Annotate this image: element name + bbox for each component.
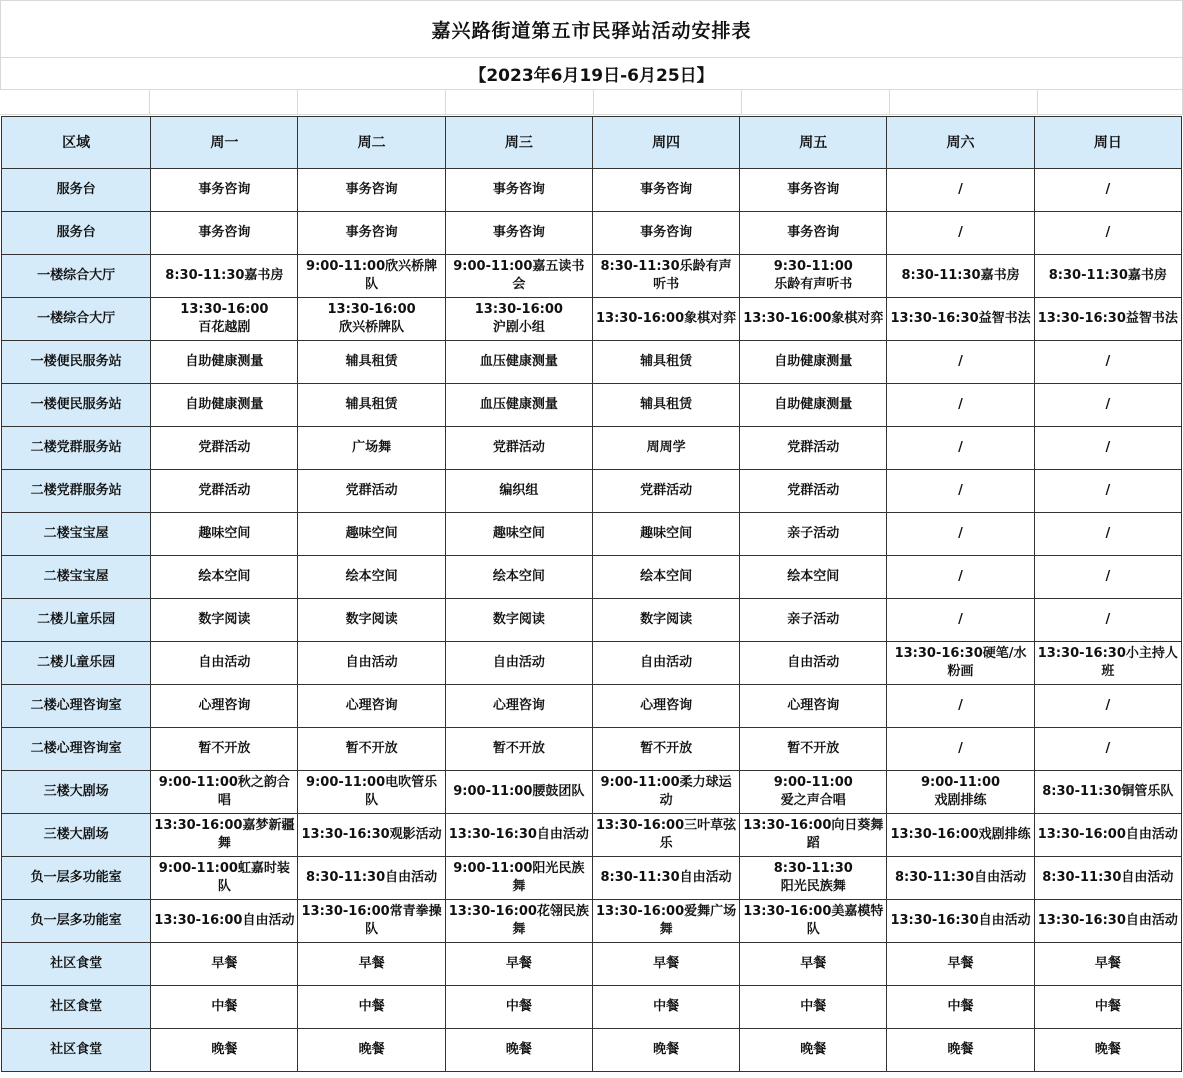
schedule-cell[interactable]: /: [887, 427, 1034, 470]
schedule-cell[interactable]: 13:30-16:00 欣兴桥牌队: [298, 298, 445, 341]
table-row: [2, 857, 1182, 900]
schedule-cell[interactable]: 暂不开放: [740, 728, 887, 771]
schedule-cell[interactable]: 事务咨询: [445, 169, 592, 212]
table-row: [2, 943, 1182, 986]
schedule-cell[interactable]: 早餐: [887, 943, 1034, 986]
schedule-cell[interactable]: 数字阅读: [592, 599, 739, 642]
area-cell[interactable]: 三楼大剧场: [2, 814, 151, 857]
schedule-cell[interactable]: /: [1034, 427, 1181, 470]
schedule-cell[interactable]: 暂不开放: [298, 728, 445, 771]
schedule-cell[interactable]: 绘本空间: [298, 556, 445, 599]
header-cell-day[interactable]: 周六: [887, 117, 1034, 169]
schedule-cell[interactable]: /: [887, 384, 1034, 427]
area-cell[interactable]: 二楼宝宝屋: [2, 556, 151, 599]
schedule-cell[interactable]: 党群活动: [740, 427, 887, 470]
schedule-cell[interactable]: 13:30-16:30益智书法: [887, 298, 1034, 341]
schedule-cell[interactable]: 13:30-16:00象棋对弈: [740, 298, 887, 341]
schedule-cell[interactable]: 8:30-11:30自由活动: [887, 857, 1034, 900]
area-cell[interactable]: 二楼儿童乐园: [2, 642, 151, 685]
empty-cell[interactable]: [298, 89, 446, 115]
area-cell[interactable]: 二楼党群服务站: [2, 427, 151, 470]
schedule-cell[interactable]: 自助健康测量: [740, 384, 887, 427]
empty-cell[interactable]: [890, 89, 1038, 115]
schedule-cell[interactable]: /: [1034, 685, 1181, 728]
empty-cell[interactable]: [742, 89, 890, 115]
schedule-cell[interactable]: 绘本空间: [740, 556, 887, 599]
schedule-cell[interactable]: 13:30-16:00戏剧排练: [887, 814, 1034, 857]
area-cell[interactable]: 负一层多功能室: [2, 900, 151, 943]
schedule-cell[interactable]: 党群活动: [445, 427, 592, 470]
schedule-cell[interactable]: 8:30-11:30嘉书房: [887, 255, 1034, 298]
schedule-cell[interactable]: 早餐: [151, 943, 298, 986]
schedule-cell[interactable]: 8:30-11:30自由活动: [1034, 857, 1181, 900]
schedule-cell[interactable]: /: [887, 599, 1034, 642]
schedule-cell[interactable]: 党群活动: [592, 470, 739, 513]
schedule-cell[interactable]: /: [887, 513, 1034, 556]
schedule-cell[interactable]: 9:00-11:00欣兴桥牌队: [298, 255, 445, 298]
schedule-cell[interactable]: 暂不开放: [592, 728, 739, 771]
schedule-cell[interactable]: 13:30-16:00花翎民族舞: [445, 900, 592, 943]
schedule-cell[interactable]: 亲子活动: [740, 599, 887, 642]
schedule-cell[interactable]: 党群活动: [151, 470, 298, 513]
schedule-cell[interactable]: 中餐: [887, 986, 1034, 1029]
header-cell-day[interactable]: 周二: [298, 117, 445, 169]
schedule-cell[interactable]: 9:00-11:00 爱之声合唱: [740, 771, 887, 814]
empty-cell[interactable]: [446, 89, 594, 115]
schedule-cell[interactable]: 8:30-11:30自由活动: [298, 857, 445, 900]
schedule-cell[interactable]: 晚餐: [1034, 1029, 1181, 1072]
area-cell[interactable]: 一楼便民服务站: [2, 384, 151, 427]
schedule-cell[interactable]: 13:30-16:00向日葵舞蹈: [740, 814, 887, 857]
area-cell[interactable]: 三楼大剧场: [2, 771, 151, 814]
schedule-table: [1, 116, 1182, 1072]
table-row: [2, 986, 1182, 1029]
header-cell-day[interactable]: 周日: [1034, 117, 1181, 169]
schedule-cell[interactable]: 9:00-11:00虹嘉时装队: [151, 857, 298, 900]
schedule-cell[interactable]: 13:30-16:00象棋对弈: [592, 298, 739, 341]
table-row: [2, 212, 1182, 255]
schedule-cell[interactable]: 绘本空间: [445, 556, 592, 599]
table-row: [2, 599, 1182, 642]
schedule-cell[interactable]: 中餐: [592, 986, 739, 1029]
schedule-cell[interactable]: /: [1034, 556, 1181, 599]
schedule-cell[interactable]: 事务咨询: [445, 212, 592, 255]
schedule-cell[interactable]: 13:30-16:00常青拳操队: [298, 900, 445, 943]
schedule-cell[interactable]: 事务咨询: [740, 169, 887, 212]
schedule-cell[interactable]: 自由活动: [740, 642, 887, 685]
schedule-cell[interactable]: 晚餐: [887, 1029, 1034, 1072]
schedule-cell[interactable]: 9:00-11:00电吹管乐队: [298, 771, 445, 814]
schedule-cell[interactable]: 13:30-16:00自由活动: [151, 900, 298, 943]
area-cell[interactable]: 二楼心理咨询室: [2, 728, 151, 771]
schedule-cell[interactable]: /: [887, 341, 1034, 384]
schedule-cell[interactable]: 晚餐: [740, 1029, 887, 1072]
schedule-cell[interactable]: 趣味空间: [298, 513, 445, 556]
table-row: [2, 513, 1182, 556]
schedule-cell[interactable]: 血压健康测量: [445, 341, 592, 384]
schedule-cell[interactable]: 事务咨询: [151, 169, 298, 212]
schedule-cell[interactable]: /: [887, 212, 1034, 255]
schedule-cell[interactable]: 心理咨询: [740, 685, 887, 728]
schedule-cell[interactable]: 8:30-11:30嘉书房: [151, 255, 298, 298]
schedule-cell[interactable]: 13:30-16:00三叶草弦乐: [592, 814, 739, 857]
area-cell[interactable]: 一楼便民服务站: [2, 341, 151, 384]
schedule-cell[interactable]: 13:30-16:30硬笔/水粉画: [887, 642, 1034, 685]
schedule-cell[interactable]: 数字阅读: [445, 599, 592, 642]
schedule-cell[interactable]: /: [887, 685, 1034, 728]
area-cell[interactable]: 二楼党群服务站: [2, 470, 151, 513]
schedule-cell[interactable]: 自由活动: [592, 642, 739, 685]
table-row: [2, 341, 1182, 384]
header-cell-area[interactable]: 区域: [2, 117, 151, 169]
schedule-cell[interactable]: 13:30-16:00 百花越剧: [151, 298, 298, 341]
schedule-cell[interactable]: 事务咨询: [298, 169, 445, 212]
schedule-cell[interactable]: 自助健康测量: [740, 341, 887, 384]
schedule-cell[interactable]: 暂不开放: [151, 728, 298, 771]
schedule-cell[interactable]: 13:30-16:30自由活动: [887, 900, 1034, 943]
schedule-cell[interactable]: 数字阅读: [151, 599, 298, 642]
schedule-cell[interactable]: 8:30-11:30 阳光民族舞: [740, 857, 887, 900]
schedule-cell[interactable]: /: [1034, 513, 1181, 556]
schedule-cell[interactable]: 早餐: [740, 943, 887, 986]
schedule-cell[interactable]: 8:30-11:30嘉书房: [1034, 255, 1181, 298]
area-cell[interactable]: 社区食堂: [2, 943, 151, 986]
area-cell[interactable]: 二楼儿童乐园: [2, 599, 151, 642]
header-row: [2, 117, 1182, 169]
schedule-cell[interactable]: 事务咨询: [740, 212, 887, 255]
empty-cell[interactable]: [150, 89, 298, 115]
schedule-cell[interactable]: 辅具租赁: [298, 341, 445, 384]
schedule-cell[interactable]: 广场舞: [298, 427, 445, 470]
table-row: [2, 556, 1182, 599]
schedule-cell[interactable]: /: [1034, 728, 1181, 771]
schedule-cell[interactable]: 暂不开放: [445, 728, 592, 771]
schedule-cell[interactable]: 辅具租赁: [592, 384, 739, 427]
schedule-cell[interactable]: 早餐: [298, 943, 445, 986]
schedule-cell[interactable]: 13:30-16:30益智书法: [1034, 298, 1181, 341]
table-row: [2, 255, 1182, 298]
schedule-cell[interactable]: 13:30-16:30自由活动: [445, 814, 592, 857]
schedule-cell[interactable]: 早餐: [445, 943, 592, 986]
schedule-cell[interactable]: 中餐: [298, 986, 445, 1029]
schedule-cell[interactable]: 8:30-11:30自由活动: [592, 857, 739, 900]
schedule-cell[interactable]: 13:30-16:00美嘉模特队: [740, 900, 887, 943]
schedule-cell[interactable]: /: [887, 556, 1034, 599]
table-row: [2, 771, 1182, 814]
schedule-cell[interactable]: /: [1034, 212, 1181, 255]
sheet-title: 嘉兴路街道第五市民驿站活动安排表: [0, 0, 1183, 58]
schedule-cell[interactable]: 事务咨询: [592, 212, 739, 255]
schedule-cell[interactable]: 心理咨询: [592, 685, 739, 728]
schedule-cell[interactable]: 13:30-16:30自由活动: [1034, 900, 1181, 943]
empty-cell[interactable]: [1038, 89, 1183, 115]
area-cell[interactable]: 社区食堂: [2, 986, 151, 1029]
empty-row: [0, 89, 1183, 115]
schedule-cell[interactable]: 9:00-11:00阳光民族舞: [445, 857, 592, 900]
schedule-cell[interactable]: /: [1034, 341, 1181, 384]
schedule-cell[interactable]: 13:30-16:00自由活动: [1034, 814, 1181, 857]
schedule-cell[interactable]: 13:30-16:00爱舞广场舞: [592, 900, 739, 943]
schedule-cell[interactable]: 事务咨询: [151, 212, 298, 255]
schedule-cell[interactable]: 绘本空间: [151, 556, 298, 599]
schedule-cell[interactable]: 13:30-16:00 沪剧小组: [445, 298, 592, 341]
schedule-cell[interactable]: 晚餐: [592, 1029, 739, 1072]
table-row: [2, 470, 1182, 513]
area-cell[interactable]: 二楼心理咨询室: [2, 685, 151, 728]
header-cell-day[interactable]: 周一: [151, 117, 298, 169]
area-cell[interactable]: 一楼综合大厅: [2, 298, 151, 341]
schedule-cell[interactable]: 心理咨询: [445, 685, 592, 728]
schedule-cell[interactable]: 心理咨询: [298, 685, 445, 728]
schedule-cell[interactable]: 中餐: [740, 986, 887, 1029]
schedule-cell[interactable]: 自由活动: [445, 642, 592, 685]
table-row: [2, 900, 1182, 943]
schedule-cell[interactable]: 周周学: [592, 427, 739, 470]
schedule-cell[interactable]: 中餐: [1034, 986, 1181, 1029]
table-row: [2, 384, 1182, 427]
area-cell[interactable]: 服务台: [2, 212, 151, 255]
table-row: [2, 814, 1182, 857]
table-row: [2, 427, 1182, 470]
schedule-cell[interactable]: 党群活动: [298, 470, 445, 513]
schedule-cell[interactable]: 9:30-11:00 乐龄有声听书: [740, 255, 887, 298]
schedule-cell[interactable]: 晚餐: [298, 1029, 445, 1072]
area-cell[interactable]: 二楼宝宝屋: [2, 513, 151, 556]
schedule-cell[interactable]: 8:30-11:30铜管乐队: [1034, 771, 1181, 814]
schedule-cell[interactable]: 自由活动: [298, 642, 445, 685]
schedule-cell[interactable]: /: [1034, 599, 1181, 642]
schedule-cell[interactable]: 事务咨询: [298, 212, 445, 255]
header-cell-day[interactable]: 周四: [592, 117, 739, 169]
header-cell-day[interactable]: 周三: [445, 117, 592, 169]
schedule-cell[interactable]: 党群活动: [151, 427, 298, 470]
empty-cell[interactable]: [594, 89, 742, 115]
schedule-cell[interactable]: 亲子活动: [740, 513, 887, 556]
schedule-cell[interactable]: 趣味空间: [151, 513, 298, 556]
schedule-cell[interactable]: 趣味空间: [592, 513, 739, 556]
schedule-cell[interactable]: 编织组: [445, 470, 592, 513]
schedule-cell[interactable]: 9:00-11:00嘉五读书会: [445, 255, 592, 298]
schedule-cell[interactable]: 早餐: [592, 943, 739, 986]
schedule-cell[interactable]: 中餐: [445, 986, 592, 1029]
schedule-cell[interactable]: 晚餐: [151, 1029, 298, 1072]
empty-cell[interactable]: [0, 89, 150, 115]
schedule-cell[interactable]: 13:30-16:30小主持人班: [1034, 642, 1181, 685]
schedule-cell[interactable]: 8:30-11:30乐龄有声听书: [592, 255, 739, 298]
schedule-cell[interactable]: 辅具租赁: [592, 341, 739, 384]
schedule-cell[interactable]: 心理咨询: [151, 685, 298, 728]
schedule-cell[interactable]: 血压健康测量: [445, 384, 592, 427]
schedule-cell[interactable]: 自助健康测量: [151, 384, 298, 427]
schedule-cell[interactable]: 数字阅读: [298, 599, 445, 642]
schedule-cell[interactable]: 事务咨询: [592, 169, 739, 212]
schedule-cell[interactable]: 辅具租赁: [298, 384, 445, 427]
schedule-cell[interactable]: 自由活动: [151, 642, 298, 685]
schedule-cell[interactable]: 13:30-16:00嘉梦新疆舞: [151, 814, 298, 857]
schedule-cell[interactable]: 绘本空间: [592, 556, 739, 599]
schedule-cell[interactable]: 9:00-11:00秋之韵合唱: [151, 771, 298, 814]
schedule-cell[interactable]: 党群活动: [740, 470, 887, 513]
schedule-cell[interactable]: /: [1034, 169, 1181, 212]
table-row: [2, 298, 1182, 341]
table-row: [2, 1029, 1182, 1072]
schedule-cell[interactable]: 晚餐: [445, 1029, 592, 1072]
schedule-cell[interactable]: 早餐: [1034, 943, 1181, 986]
table-row: [2, 728, 1182, 771]
date-range: 【2023年6月19日-6月25日】: [0, 57, 1183, 90]
schedule-cell[interactable]: 趣味空间: [445, 513, 592, 556]
header-cell-day[interactable]: 周五: [740, 117, 887, 169]
table-row: [2, 169, 1182, 212]
schedule-cell[interactable]: 13:30-16:30观影活动: [298, 814, 445, 857]
schedule-cell[interactable]: /: [887, 728, 1034, 771]
schedule-cell[interactable]: /: [1034, 384, 1181, 427]
area-cell[interactable]: 一楼综合大厅: [2, 255, 151, 298]
schedule-cell[interactable]: 中餐: [151, 986, 298, 1029]
schedule-cell[interactable]: 9:00-11:00 戏剧排练: [887, 771, 1034, 814]
area-cell[interactable]: 服务台: [2, 169, 151, 212]
schedule-cell[interactable]: 9:00-11:00柔力球运动: [592, 771, 739, 814]
schedule-cell[interactable]: 9:00-11:00腰鼓团队: [445, 771, 592, 814]
table-row: [2, 685, 1182, 728]
schedule-cell[interactable]: 自助健康测量: [151, 341, 298, 384]
schedule-cell[interactable]: /: [887, 169, 1034, 212]
area-cell[interactable]: 社区食堂: [2, 1029, 151, 1072]
area-cell[interactable]: 负一层多功能室: [2, 857, 151, 900]
table-row: [2, 642, 1182, 685]
schedule-cell[interactable]: /: [1034, 470, 1181, 513]
schedule-cell[interactable]: /: [887, 470, 1034, 513]
